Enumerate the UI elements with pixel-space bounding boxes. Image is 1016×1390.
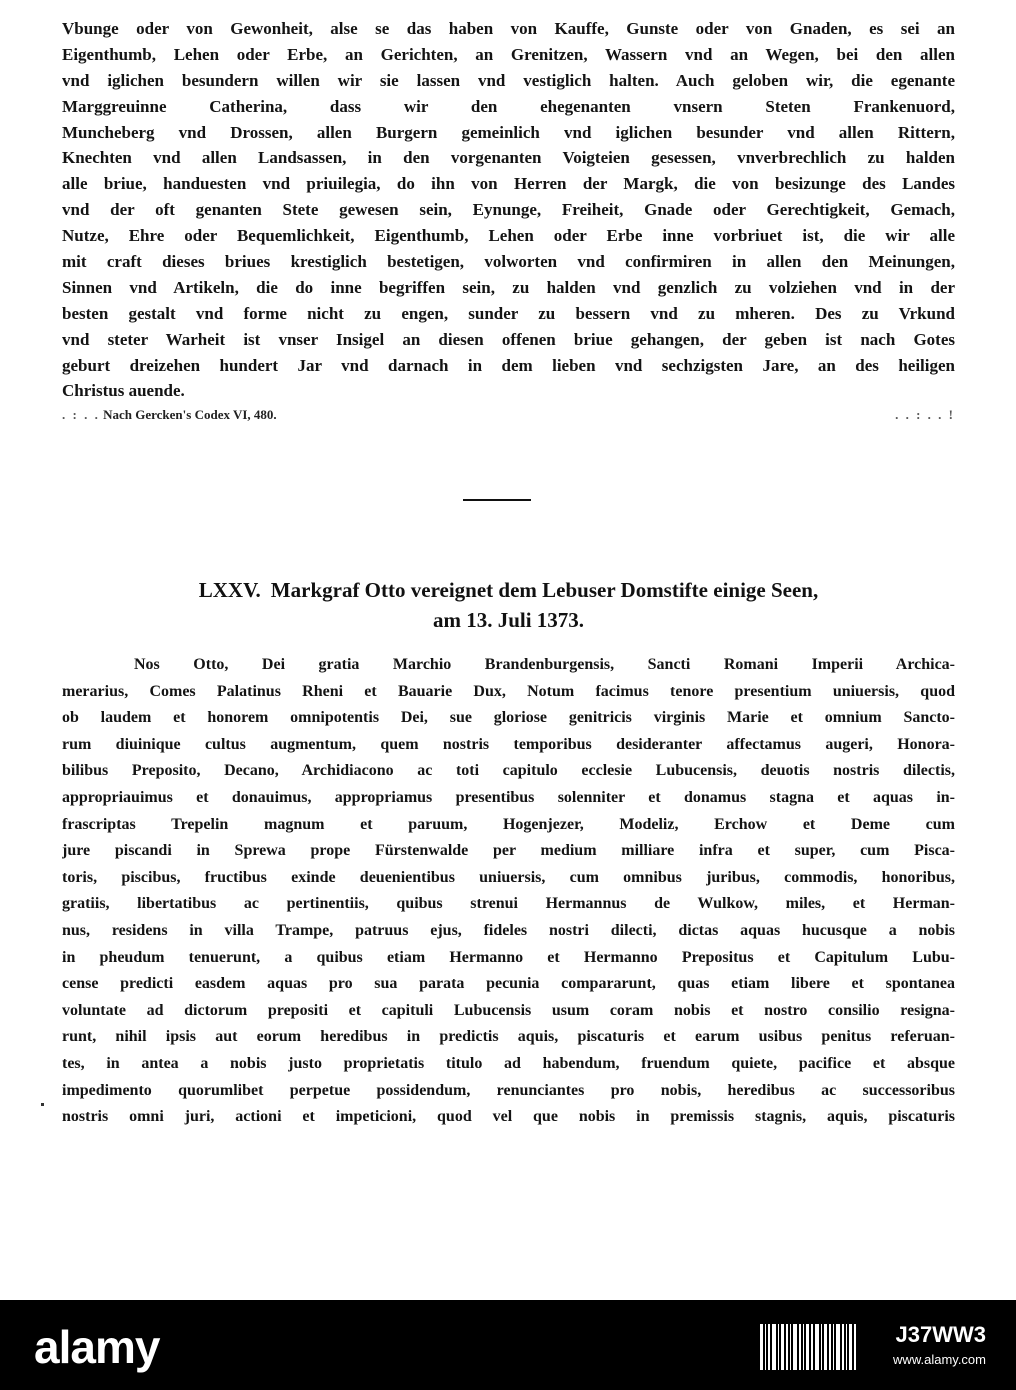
text-line: tes, in antea a nobis justo proprietatis titulo ad habendum, fruendum quiete, pacifice et absque (62, 1054, 955, 1072)
alamy-logo: alamy (34, 1321, 160, 1373)
source-citation (62, 407, 955, 423)
text-line: rum diuinique cultus augmentum, quem nostris temporibus desideranter affectamus augeri, Honora- (62, 735, 955, 753)
text-line: mit craft dieses briues krestiglich bestetigen, volworten vnd confirmiren in allen den Meinungen, (62, 252, 955, 272)
ink-speck (41, 1103, 44, 1106)
continued-charter-text (62, 16, 955, 404)
text-line: voluntate ad dictorum prepositi et capituli Lubucensis usum coram nobis et nostro consilio resigna- (62, 1001, 955, 1019)
section-divider (463, 499, 531, 501)
image-id: J37WW3 (895, 1322, 986, 1347)
barcode-icon (760, 1324, 856, 1370)
text-line: besten gestalt vnd forme nicht zu engen, sunder zu bessern vnd zu mheren. Des zu Vrkund (62, 303, 955, 323)
text-line: vnd der oft genanten Stete gewesen sein, Eynunge, Freiheit, Gnade oder Gerechtigkeit, Gemach, (62, 200, 955, 220)
watermark-footer (0, 1300, 1016, 1390)
text-line: ob laudem et honorem omnipotentis Dei, sue gloriose genitricis virginis Marie et omnium Sancto- (62, 709, 955, 727)
text-line: Nos Otto, Dei gratia Marchio Brandenburgensis, Sancti Romani Imperii Archica- (134, 656, 955, 673)
text-line: Vbunge oder von Gewonheit, alse se das haben von Kauffe, Gunste oder von Gnaden, es sei an (62, 19, 955, 38)
section-number: LXXV. (198, 578, 261, 602)
text-line: impedimento quorumlibet perpetue possidendum, renunciantes pro nobis, heredibus ac successoribus (62, 1081, 955, 1099)
section-title: Markgraf Otto vereignet dem Lebuser Domstifte einige Seen, (270, 578, 819, 602)
text-line: alle briue, handuesten vnd priuilegia, do ihn von Herren der Margk, die von besizunge des Landes (62, 174, 955, 194)
citation-text: Nach Gercken's Codex VI, 480. (103, 407, 277, 422)
text-line: appropriauimus et donauimus, appropriamus presentibus solenniter et donamus stagna et aquas in- (62, 788, 955, 806)
text-line: gratiis, libertatibus ac pertinentiis, quibus strenui Hermannus de Wulkow, miles, et Herman- (62, 895, 955, 913)
text-line: Eigenthumb, Lehen oder Erbe, an Gerichten, an Grenitzen, Wassern vnd an Wegen, bei den allen (62, 44, 955, 64)
text-line: bilibus Preposito, Decano, Archidiacono ac toti capitulo ecclesie Lubucensis, deuotis nostris dilectis, (62, 762, 955, 780)
text-line: vnd iglichen besundern willen wir sie lassen vnd vestiglich halten. Auch geloben wir, die egenante (62, 70, 955, 90)
text-line: nostris omni juri, actioni et impeticioni, quod vel que nobis in premissis stagnis, aquis, piscaturis (62, 1108, 955, 1126)
citation-dots-right: . . : . . ! (895, 407, 955, 422)
charter-body-text (62, 652, 955, 1131)
image-info (686, 1314, 986, 1378)
site-url[interactable]: www.alamy.com (893, 1352, 986, 1367)
text-line: frascriptas Trepelin magnum et paruum, Hogenjezer, Modeliz, Erchow et Deme cum (62, 815, 955, 833)
text-line: cense predicti easdem aquas pro sua parata pecunia compararunt, quas etiam libere et spontanea (62, 975, 955, 993)
text-line: Christus auende. (62, 381, 185, 401)
text-line: Knechten vnd allen Landsassen, in den vorgenanten Voigteien gesessen, vnverbrechlich zu halden (62, 148, 955, 168)
text-line: nus, residens in villa Trampe, patruus ejus, fideles nostri dilecti, dictas aquas hucusque a nobis (62, 921, 955, 939)
text-line: runt, nihil ipsis aut eorum heredibus in predictis aquis, piscaturis et earum usibus penitus referuan- (62, 1028, 955, 1046)
text-line: toris, piscibus, fructibus exinde deuenientibus uniuersis, cum omnibus juribus, commodis, honoribus, (62, 868, 955, 886)
text-line: merarius, Comes Palatinus Rheni et Bauarie Dux, Notum facimus tenore presentium uniuersis, quod (62, 682, 955, 700)
section-date-text: am 13. Juli 1373. (432, 608, 585, 632)
text-line: jure piscandi in Sprewa prope Fürstenwalde per medium milliare infra et super, cum Pisca- (62, 842, 955, 860)
text-line: in pheudum tenuerunt, a quibus etiam Hermanno et Hermanno Prepositus et Capitulum Lubu- (62, 948, 955, 966)
text-line: Sinnen vnd Artikeln, die do inne begriffen sein, zu halden vnd genzlich zu volziehen vnd in der (62, 277, 955, 297)
text-line: Nutze, Ehre oder Bequemlichkeit, Eigenthumb, Lehen oder Erbe inne vorbriuet ist, die wir alle (62, 226, 955, 246)
section-date (62, 608, 955, 633)
text-line: geburt dreizehen hundert Jar vnd darnach in dem lieben vnd sechzigsten Jare, an des heiligen (62, 355, 955, 375)
text-line: Marggreuinne Catherina, dass wir den ehegenanten vnsern Steten Frankenuord, (62, 96, 955, 116)
section-heading (62, 578, 955, 603)
citation-dots-left: . : . . (62, 407, 100, 422)
text-line: vnd steter Warheit ist vnser Insigel an diesen offenen briue gehangen, der geben ist nach Gotes (62, 329, 955, 349)
text-line: Muncheberg vnd Drossen, allen Burgern gemeinlich vnd iglichen besunder vnd allen Rittern, (62, 122, 955, 142)
